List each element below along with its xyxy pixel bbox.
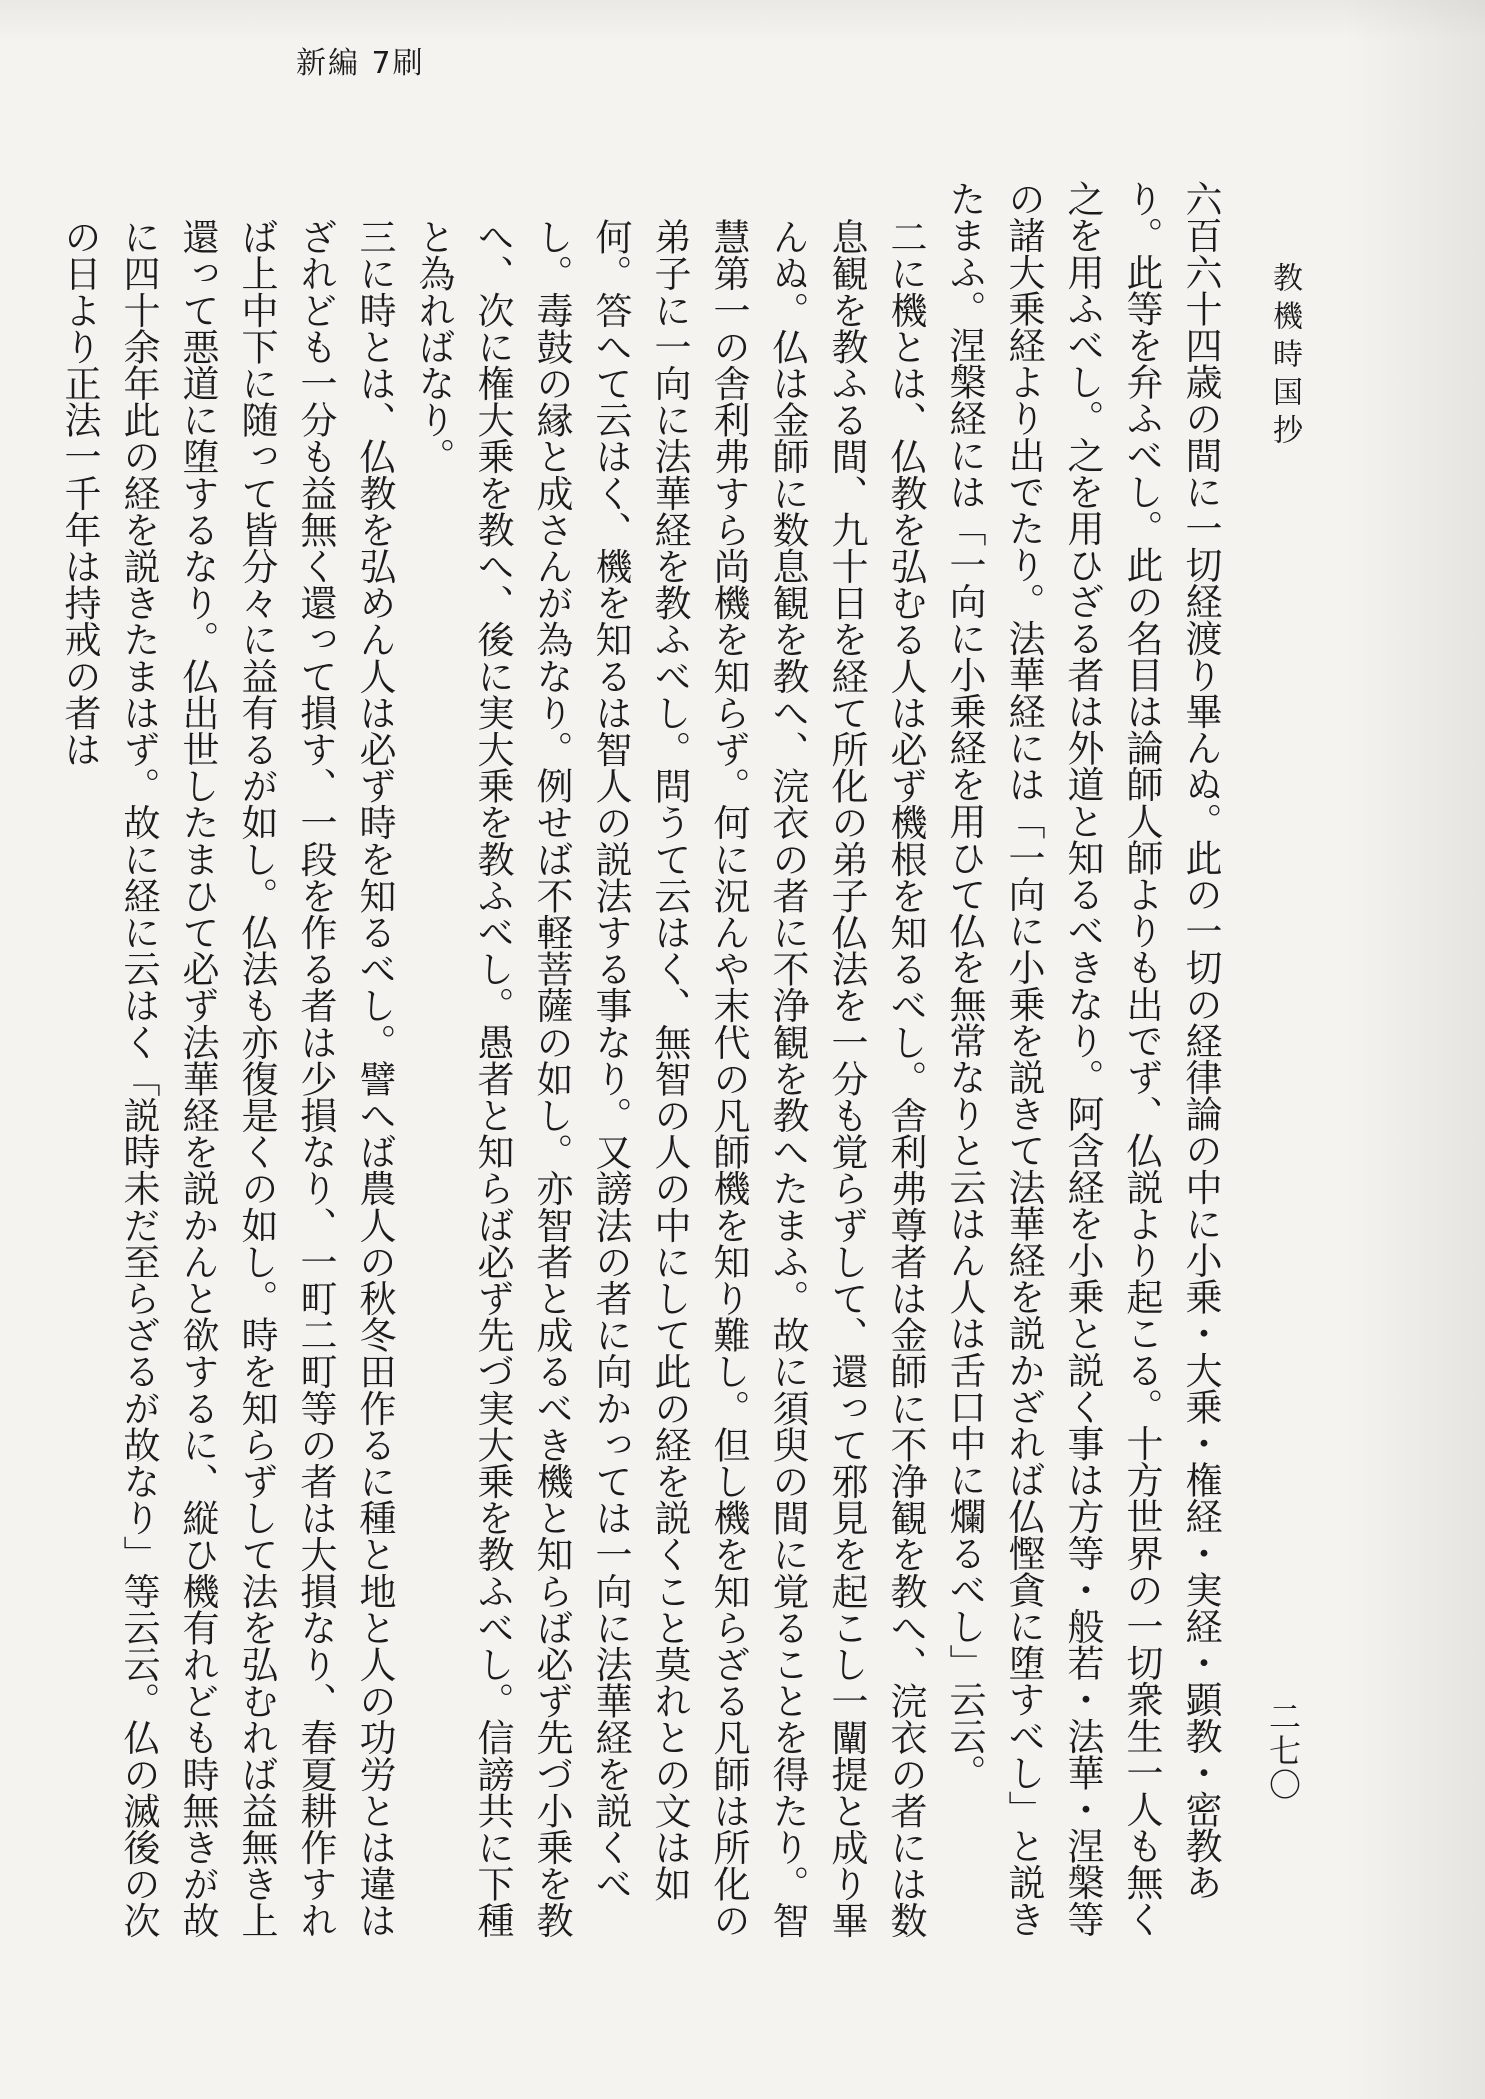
paragraph-second-point: 二に機とは、仏教を弘むる人は必ず機根を知るべし。舎利弗尊者は金師に不浄観を教へ、浣衣の者には数息観を教ふる間、九十日を経て所化の弟子仏法を一分も覚らずして、還って邪見を起こし一闡提と成り畢んぬ。仏は金師に数息観を教へ、浣衣の者に不浄観を教へたまふ。故に須臾の間に覚ることを得たり。智慧第一の舎利弗すら尚機を知らず。何に況んや末代の凡師機を知り難し。但し機を知らざる凡師は所化の弟子に一向に法華経を教ふべし。問うて云はく、無智の人の中にして此の経を説くこと莫れとの文は如何。答へて云はく、機を知るは智人の説法する事なり。又謗法の者に向かっては一向に法華経を説くべし。毒鼓の縁と成さんが為なり。例せば不軽菩薩の如し。亦智者と成るべき機と知らば必ず先づ小乗を教へ、次に権大乗を教へ、後に実大乗を教ふべし。愚者と知らば必ず先づ実大乗を教ふべし。信謗共に下種と為ればなり。: [412, 218, 927, 1939]
scan-shadow-top: [0, 0, 1485, 40]
paragraph-third-point: 三に時とは、仏教を弘めん人は必ず時を知るべし。譬へば農人の秋冬田作るに種と地と人の功労とは違はざれども一分も益無く還って損す、一段を作る者は少損なり、一町二町等の者は大損なり、春夏耕作すれば上中下に随って皆分々に益有るが如し。仏法も亦復是くの如し。時を知らずして法を弘むれば益無き上還って悪道に堕するなり。仏出世したまひて必ず法華経を説かんと欲するに、縦ひ機有れども時無きが故に四十余年此の経を説きたまはず。故に経に云はく「説時未だ至らざるが故なり」等云云。仏の滅後の次の日より正法一千年は持戒の者は: [58, 218, 396, 1939]
running-title: 教機時国抄: [1267, 262, 1302, 452]
edition-header: 新編 7刷: [296, 46, 425, 81]
page-number: 二七〇: [1264, 1700, 1302, 1802]
paragraph-continuation: 六百六十四歳の間に一切経渡り畢んぬ。此の一切の経律論の中に小乗・大乗・権経・実経・顕教・密教あり。此等を弁ふべし。此の名目は論師人師よりも出でず、仏説より起こる。十方世界の一切衆生一人も無く之を用ふべし。之を用ひざる者は外道と知るべきなり。阿含経を小乗と説く事は方等・般若・法華・涅槃等の諸大乗経より出でたり。法華経には「一向に小乗を説きて法華経を説かざれば仏慳貪に堕すべし」と説きたまふ。涅槃経には「一向に小乗経を用ひて仏を無常なりと云はん人は舌口中に爛るべし」云云。: [943, 180, 1222, 1937]
body-text: [58, 180, 1230, 1940]
scan-shadow-right: [1345, 0, 1485, 2099]
